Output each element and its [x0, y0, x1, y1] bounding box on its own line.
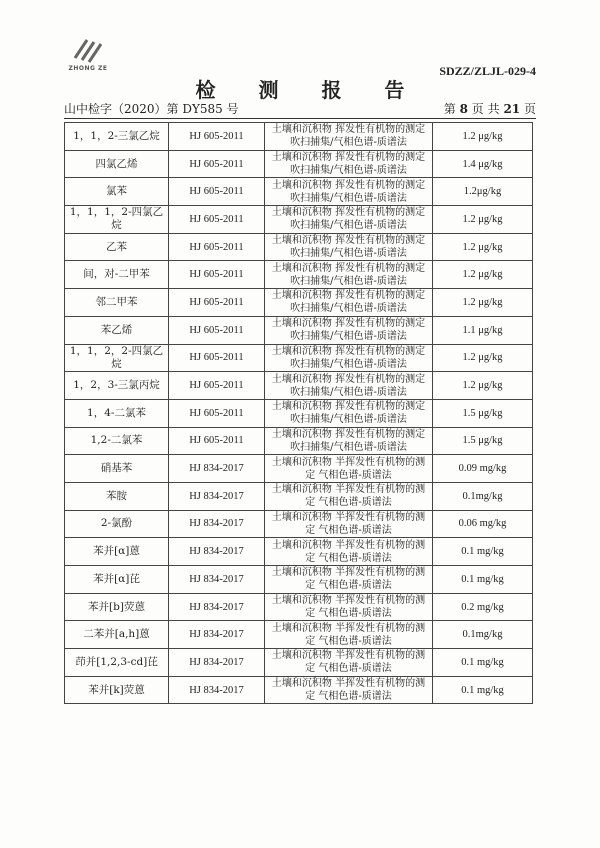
table-row: [65, 261, 533, 289]
method-cell: 土壤和沉积物 挥发性有机物的测定 吹扫捕集/气相色谱-质谱法: [265, 123, 433, 151]
detection-limit-cell: 1.2 μg/kg: [433, 261, 533, 289]
test-item-cell: 邻二甲苯: [65, 289, 169, 317]
detection-limit-cell: 0.1mg/kg: [433, 621, 533, 649]
test-item-cell: 间，对-二甲苯: [65, 261, 169, 289]
detection-limit-cell: 0.1 mg/kg: [433, 676, 533, 704]
table-row: [65, 593, 533, 621]
test-item-cell: 苯胺: [65, 482, 169, 510]
detection-limit-cell: 1.2 μg/kg: [433, 372, 533, 400]
table-row: [65, 482, 533, 510]
test-item-cell: 茚并[1,2,3-cd]芘: [65, 649, 169, 677]
header-divider: [64, 118, 536, 119]
detection-limit-cell: 1.5 μg/kg: [433, 427, 533, 455]
standard-cell: HJ 605-2011: [169, 372, 265, 400]
document-code: SDZZ/ZLJL-029-4: [439, 64, 536, 78]
standard-cell: HJ 605-2011: [169, 399, 265, 427]
standard-cell: HJ 605-2011: [169, 316, 265, 344]
method-cell: 土壤和沉积物 半挥发性有机物的测定 气相色谱-质谱法: [265, 593, 433, 621]
detection-limit-cell: 1.1 μg/kg: [433, 316, 533, 344]
detection-limit-cell: 1.2 μg/kg: [433, 233, 533, 261]
method-cell: 土壤和沉积物 半挥发性有机物的测定 气相色谱-质谱法: [265, 538, 433, 566]
detection-limit-cell: 0.06 mg/kg: [433, 510, 533, 538]
table-row: [65, 649, 533, 677]
standard-cell: HJ 834-2017: [169, 455, 265, 483]
table-row: [65, 510, 533, 538]
detection-limit-cell: 1.2 μg/kg: [433, 289, 533, 317]
test-item-cell: 苯乙烯: [65, 316, 169, 344]
standard-cell: HJ 834-2017: [169, 538, 265, 566]
results-table-body: [65, 123, 533, 704]
standard-cell: HJ 605-2011: [169, 178, 265, 206]
test-item-cell: 1，1，2，2-四氯乙烷: [65, 344, 169, 372]
method-cell: 土壤和沉积物 挥发性有机物的测定 吹扫捕集/气相色谱-质谱法: [265, 399, 433, 427]
standard-cell: HJ 834-2017: [169, 510, 265, 538]
page-total: 21: [503, 102, 521, 116]
table-row: [65, 150, 533, 178]
method-cell: 土壤和沉积物 挥发性有机物的测定 吹扫捕集/气相色谱-质谱法: [265, 372, 433, 400]
table-row: [65, 316, 533, 344]
method-cell: 土壤和沉积物 挥发性有机物的测定 吹扫捕集/气相色谱-质谱法: [265, 150, 433, 178]
standard-cell: HJ 834-2017: [169, 482, 265, 510]
method-cell: 土壤和沉积物 挥发性有机物的测定 吹扫捕集/气相色谱-质谱法: [265, 233, 433, 261]
detection-limit-cell: 0.09 mg/kg: [433, 455, 533, 483]
table-row: [65, 455, 533, 483]
table-row: [65, 344, 533, 372]
table-row: [65, 676, 533, 704]
standard-cell: HJ 834-2017: [169, 621, 265, 649]
test-item-cell: 氯苯: [65, 178, 169, 206]
test-item-cell: 1,2-二氯苯: [65, 427, 169, 455]
report-subheader: [64, 100, 536, 116]
logo-text: ZHONG ZE: [68, 65, 108, 72]
table-row: [65, 178, 533, 206]
zhongze-logo-icon: [71, 36, 105, 64]
detection-limit-cell: 1.4 μg/kg: [433, 150, 533, 178]
test-item-cell: 1，1，1，2-四氯乙烷: [65, 206, 169, 234]
table-row: [65, 206, 533, 234]
method-cell: 土壤和沉积物 半挥发性有机物的测定 气相色谱-质谱法: [265, 482, 433, 510]
page-suffix: 页: [523, 102, 536, 116]
detection-limit-cell: 1.2 μg/kg: [433, 123, 533, 151]
detection-limit-cell: 1.5 μg/kg: [433, 399, 533, 427]
test-item-cell: 1，1，2-三氯乙烷: [65, 123, 169, 151]
method-cell: 土壤和沉积物 半挥发性有机物的测定 气相色谱-质谱法: [265, 455, 433, 483]
page-title: 检 测 报 告: [195, 78, 423, 102]
report-number: 山中检字（2020）第 DY585 号: [64, 102, 239, 116]
standard-cell: HJ 605-2011: [169, 289, 265, 317]
test-item-cell: 苯并[α]蒽: [65, 538, 169, 566]
method-cell: 土壤和沉积物 挥发性有机物的测定 吹扫捕集/气相色谱-质谱法: [265, 316, 433, 344]
company-logo: [66, 36, 110, 72]
detection-limit-cell: 1.2 μg/kg: [433, 344, 533, 372]
detection-limit-cell: 0.2 mg/kg: [433, 593, 533, 621]
standard-cell: HJ 605-2011: [169, 427, 265, 455]
method-cell: 土壤和沉积物 挥发性有机物的测定 吹扫捕集/气相色谱-质谱法: [265, 344, 433, 372]
standard-cell: HJ 834-2017: [169, 566, 265, 594]
test-item-cell: 苯并[α]芘: [65, 566, 169, 594]
test-item-cell: 1，2，3-三氯丙烷: [65, 372, 169, 400]
test-item-cell: 苯并[b]荧蒽: [65, 593, 169, 621]
test-item-cell: 二苯并[a,h]蒽: [65, 621, 169, 649]
standard-cell: HJ 605-2011: [169, 150, 265, 178]
standard-cell: HJ 605-2011: [169, 206, 265, 234]
standard-cell: HJ 834-2017: [169, 676, 265, 704]
method-cell: 土壤和沉积物 挥发性有机物的测定 吹扫捕集/气相色谱-质谱法: [265, 427, 433, 455]
table-row: [65, 372, 533, 400]
method-cell: 土壤和沉积物 挥发性有机物的测定 吹扫捕集/气相色谱-质谱法: [265, 261, 433, 289]
page-mid: 页 共: [471, 102, 500, 116]
standard-cell: HJ 605-2011: [169, 344, 265, 372]
results-table: [64, 122, 533, 704]
table-row: [65, 427, 533, 455]
test-item-cell: 2-氯酚: [65, 510, 169, 538]
detection-limit-cell: 0.1 mg/kg: [433, 649, 533, 677]
table-row: [65, 566, 533, 594]
test-item-cell: 1，4-二氯苯: [65, 399, 169, 427]
detection-limit-cell: 1.2 μg/kg: [433, 206, 533, 234]
method-cell: 土壤和沉积物 挥发性有机物的测定 吹扫捕集/气相色谱-质谱法: [265, 178, 433, 206]
detection-limit-cell: 0.1mg/kg: [433, 482, 533, 510]
table-row: [65, 538, 533, 566]
table-row: [65, 289, 533, 317]
table-row: [65, 399, 533, 427]
detection-limit-cell: 1.2μg/kg: [433, 178, 533, 206]
page-indicator: [444, 100, 536, 117]
test-item-cell: 硝基苯: [65, 455, 169, 483]
standard-cell: HJ 605-2011: [169, 123, 265, 151]
detection-limit-cell: 0.1 mg/kg: [433, 538, 533, 566]
method-cell: 土壤和沉积物 半挥发性有机物的测定 气相色谱-质谱法: [265, 621, 433, 649]
method-cell: 土壤和沉积物 挥发性有机物的测定 吹扫捕集/气相色谱-质谱法: [265, 206, 433, 234]
table-row: [65, 621, 533, 649]
method-cell: 土壤和沉积物 半挥发性有机物的测定 气相色谱-质谱法: [265, 676, 433, 704]
method-cell: 土壤和沉积物 半挥发性有机物的测定 气相色谱-质谱法: [265, 510, 433, 538]
test-item-cell: 乙苯: [65, 233, 169, 261]
method-cell: 土壤和沉积物 半挥发性有机物的测定 气相色谱-质谱法: [265, 649, 433, 677]
test-item-cell: 四氯乙烯: [65, 150, 169, 178]
detection-limit-cell: 0.1 mg/kg: [433, 566, 533, 594]
method-cell: 土壤和沉积物 半挥发性有机物的测定 气相色谱-质谱法: [265, 566, 433, 594]
method-cell: 土壤和沉积物 挥发性有机物的测定 吹扫捕集/气相色谱-质谱法: [265, 289, 433, 317]
table-row: [65, 233, 533, 261]
standard-cell: HJ 834-2017: [169, 593, 265, 621]
table-row: [65, 123, 533, 151]
standard-cell: HJ 834-2017: [169, 649, 265, 677]
page-prefix: 第: [443, 102, 456, 116]
page-number: 8: [459, 102, 468, 116]
standard-cell: HJ 605-2011: [169, 233, 265, 261]
standard-cell: HJ 605-2011: [169, 261, 265, 289]
test-item-cell: 苯并[k]荧蒽: [65, 676, 169, 704]
